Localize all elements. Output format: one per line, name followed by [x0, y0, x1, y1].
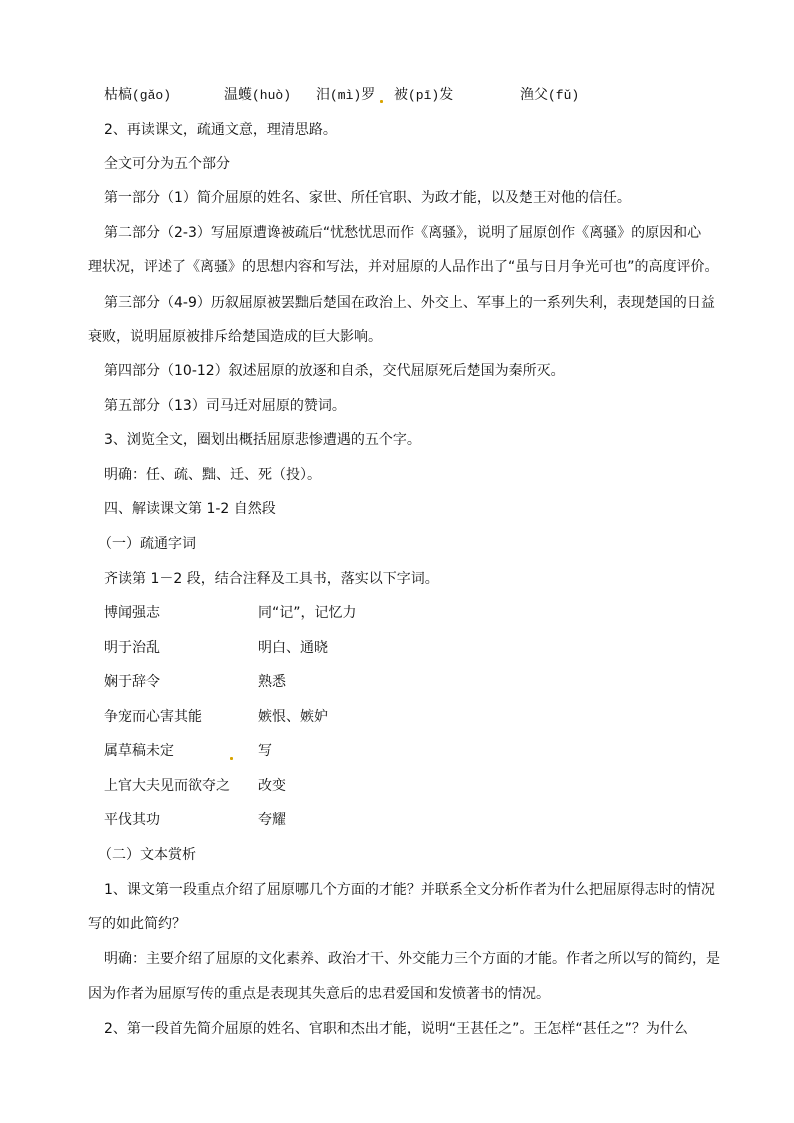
answer-3: 明确：任、疏、黜、迁、死（投）。	[104, 467, 321, 483]
vocab-item: 被(pī)发	[394, 87, 454, 103]
word-phrase: 上官大夫见而欲夺之	[104, 778, 230, 794]
word-meaning: 嫉恨、嫉妒	[258, 709, 328, 725]
part-3-line-2: 衰败，说明屈原被排斥给楚国造成的巨大影响。	[88, 329, 382, 345]
word-phrase: 属草稿未定	[104, 743, 174, 759]
part-1: 第一部分（1）简介屈原的姓名、家世、所任官职、为政才能，以及楚王对他的信任。	[104, 190, 631, 206]
word-meaning: 熟悉	[258, 674, 286, 690]
vocab-item: 温蠖(huò)	[224, 87, 292, 103]
part-4: 第四部分（10-12）叙述屈原的放逐和自杀，交代屈原死后楚国为秦所灭。	[104, 363, 565, 379]
word-meaning: 夸耀	[258, 812, 286, 828]
vocab-item: 渔父(fǔ)	[520, 87, 580, 103]
word-phrase: 争宠而心害其能	[104, 709, 202, 725]
word-meaning: 写	[258, 743, 272, 759]
section-4-heading: 四、解读课文第 1-2 自然段	[104, 501, 276, 517]
part-2-line-1: 第二部分（2-3）写屈原遭谗被疏后“忧愁忧思而作《离骚》，说明了屈原创作《离骚》的原因和心	[104, 225, 702, 241]
highlight-mark	[380, 100, 383, 103]
word-phrase: 娴于辞令	[104, 674, 160, 690]
answer-1-line-2: 因为作者为屈原写传的重点是表现其失意后的忠君爱国和发愤著书的情况。	[88, 986, 550, 1002]
step-2: 2、再读课文，疏通文意，理清思路。	[104, 122, 337, 138]
word-meaning: 明白、通晓	[258, 640, 328, 656]
highlight-mark	[230, 757, 233, 760]
subheading-1: （一）疏通字词	[98, 536, 196, 552]
word-phrase: 明于治乱	[104, 640, 160, 656]
question-1-line-1: 1、课文第一段重点介绍了屈原哪几个方面的才能？并联系全文分析作者为什么把屈原得志时的情况	[104, 882, 715, 898]
vocab-item: 汨(mì)罗	[316, 87, 376, 103]
word-meaning: 改变	[258, 778, 286, 794]
part-2-line-2: 理状况，评述了《离骚》的思想内容和写法，并对屈原的人品作出了“虽与日月争光可也”的高度评价。	[88, 259, 719, 275]
vocab-item: 枯槁(gǎo)	[104, 87, 172, 103]
answer-1-line-1: 明确：主要介绍了屈原的文化素养、政治才干、外交能力三个方面的才能。作者之所以写的简约，是	[104, 951, 720, 967]
question-1-line-2: 写的如此简约？	[88, 916, 186, 932]
parts-intro: 全文可分为五个部分	[104, 156, 230, 172]
step-3: 3、浏览全文，圈划出概括屈原悲惨遭遇的五个字。	[104, 432, 421, 448]
question-2: 2、第一段首先简介屈原的姓名、官职和杰出才能，说明“王甚任之”。王怎样“甚任之”？为什么	[104, 1021, 688, 1037]
part-3-line-1: 第三部分（4-9）历叙屈原被罢黜后楚国在政治上、外交上、军事上的一系列失利，表现楚国的日益	[104, 295, 715, 311]
instruction: 齐读第 1－2 段，结合注释及工具书，落实以下字词。	[104, 571, 439, 587]
subheading-2: （二）文本赏析	[98, 847, 196, 863]
word-meaning: 同“记”，记忆力	[258, 605, 357, 621]
part-5: 第五部分（13）司马迁对屈原的赞词。	[104, 398, 346, 414]
word-phrase: 平伐其功	[104, 812, 160, 828]
word-phrase: 博闻强志	[104, 605, 160, 621]
